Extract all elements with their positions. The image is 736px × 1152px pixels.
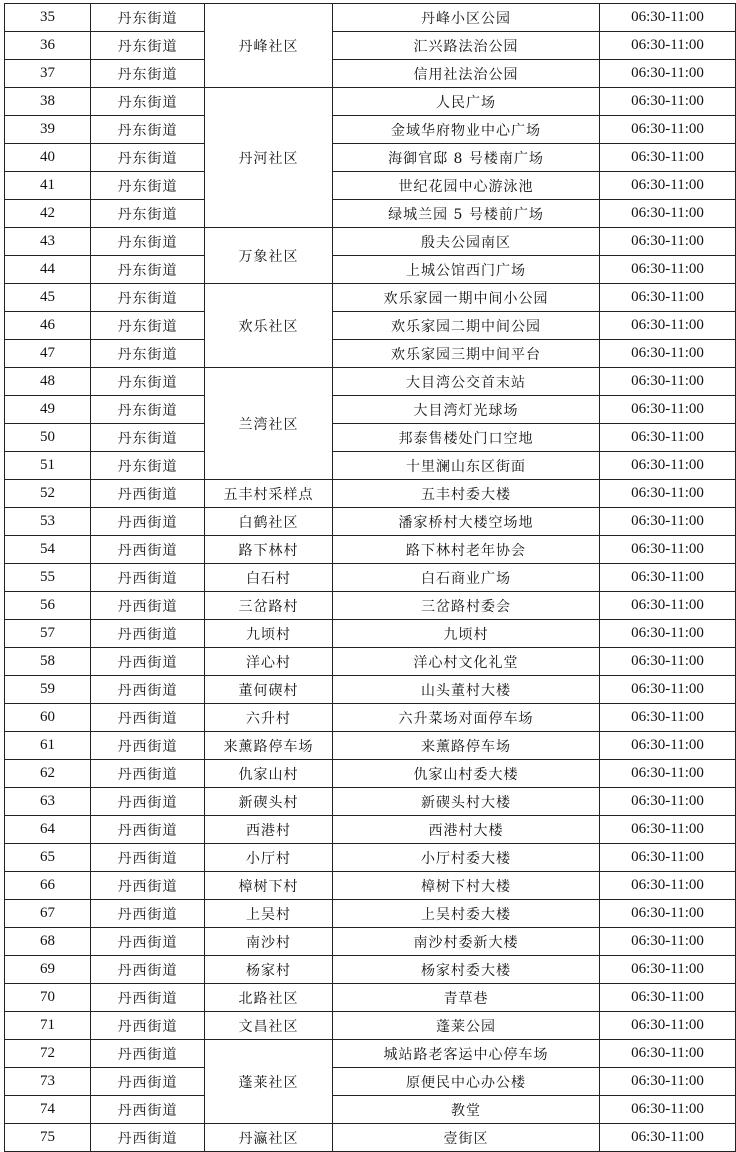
time-cell: 06:30-11:00 xyxy=(600,60,736,88)
time-cell: 06:30-11:00 xyxy=(600,116,736,144)
row-number-cell: 68 xyxy=(5,928,91,956)
table-row xyxy=(5,172,736,200)
time-cell: 06:30-11:00 xyxy=(600,368,736,396)
time-cell: 06:30-11:00 xyxy=(600,284,736,312)
community-cell: 洋心村 xyxy=(205,648,333,676)
street-cell: 丹西街道 xyxy=(91,1040,205,1068)
site-cell: 海御官邸 8 号楼南广场 xyxy=(333,144,600,172)
table-row xyxy=(5,312,736,340)
time-cell: 06:30-11:00 xyxy=(600,564,736,592)
row-number-cell: 45 xyxy=(5,284,91,312)
row-number-cell: 36 xyxy=(5,32,91,60)
site-cell: 新碶头村大楼 xyxy=(333,788,600,816)
table-row xyxy=(5,340,736,368)
table-row xyxy=(5,788,736,816)
site-cell: 丹峰小区公园 xyxy=(333,4,600,32)
site-cell: 南沙村委新大楼 xyxy=(333,928,600,956)
community-cell: 三岔路村 xyxy=(205,592,333,620)
row-number-cell: 43 xyxy=(5,228,91,256)
time-cell: 06:30-11:00 xyxy=(600,228,736,256)
site-cell: 壹街区 xyxy=(333,1124,600,1152)
row-number-cell: 71 xyxy=(5,1012,91,1040)
community-cell: 西港村 xyxy=(205,816,333,844)
street-cell: 丹西街道 xyxy=(91,1068,205,1096)
table-row xyxy=(5,620,736,648)
street-cell: 丹东街道 xyxy=(91,368,205,396)
time-cell: 06:30-11:00 xyxy=(600,256,736,284)
street-cell: 丹西街道 xyxy=(91,872,205,900)
street-cell: 丹西街道 xyxy=(91,564,205,592)
street-cell: 丹西街道 xyxy=(91,844,205,872)
street-cell: 丹东街道 xyxy=(91,4,205,32)
time-cell: 06:30-11:00 xyxy=(600,648,736,676)
time-cell: 06:30-11:00 xyxy=(600,620,736,648)
row-number-cell: 73 xyxy=(5,1068,91,1096)
street-cell: 丹东街道 xyxy=(91,396,205,424)
time-cell: 06:30-11:00 xyxy=(600,732,736,760)
street-cell: 丹西街道 xyxy=(91,592,205,620)
site-cell: 青草巷 xyxy=(333,984,600,1012)
table-row xyxy=(5,928,736,956)
site-cell: 杨家村委大楼 xyxy=(333,956,600,984)
site-cell: 白石商业广场 xyxy=(333,564,600,592)
row-number-cell: 72 xyxy=(5,1040,91,1068)
time-cell: 06:30-11:00 xyxy=(600,1068,736,1096)
street-cell: 丹西街道 xyxy=(91,1096,205,1124)
street-cell: 丹东街道 xyxy=(91,200,205,228)
site-cell: 十里澜山东区街面 xyxy=(333,452,600,480)
table-row xyxy=(5,844,736,872)
time-cell: 06:30-11:00 xyxy=(600,312,736,340)
community-cell: 白石村 xyxy=(205,564,333,592)
site-cell: 城站路老客运中心停车场 xyxy=(333,1040,600,1068)
street-cell: 丹西街道 xyxy=(91,900,205,928)
row-number-cell: 50 xyxy=(5,424,91,452)
site-cell: 大目湾灯光球场 xyxy=(333,396,600,424)
row-number-cell: 67 xyxy=(5,900,91,928)
table-row xyxy=(5,900,736,928)
site-cell: 上城公馆西门广场 xyxy=(333,256,600,284)
time-cell: 06:30-11:00 xyxy=(600,480,736,508)
time-cell: 06:30-11:00 xyxy=(600,928,736,956)
community-cell: 南沙村 xyxy=(205,928,333,956)
time-cell: 06:30-11:00 xyxy=(600,32,736,60)
site-cell: 欢乐家园三期中间平台 xyxy=(333,340,600,368)
time-cell: 06:30-11:00 xyxy=(600,956,736,984)
street-cell: 丹西街道 xyxy=(91,536,205,564)
row-number-cell: 66 xyxy=(5,872,91,900)
site-cell: 山头董村大楼 xyxy=(333,676,600,704)
table-row xyxy=(5,256,736,284)
site-cell: 邦泰售楼处门口空地 xyxy=(333,424,600,452)
time-cell: 06:30-11:00 xyxy=(600,676,736,704)
street-cell: 丹西街道 xyxy=(91,816,205,844)
table-row xyxy=(5,564,736,592)
row-number-cell: 74 xyxy=(5,1096,91,1124)
row-number-cell: 62 xyxy=(5,760,91,788)
site-cell: 路下林村老年协会 xyxy=(333,536,600,564)
table-row xyxy=(5,284,736,312)
street-cell: 丹西街道 xyxy=(91,704,205,732)
street-cell: 丹西街道 xyxy=(91,620,205,648)
table-row xyxy=(5,1096,736,1124)
table-row xyxy=(5,1012,736,1040)
site-cell: 西港村大楼 xyxy=(333,816,600,844)
table-row xyxy=(5,816,736,844)
site-cell: 原便民中心办公楼 xyxy=(333,1068,600,1096)
table-row xyxy=(5,1040,736,1068)
time-cell: 06:30-11:00 xyxy=(600,1124,736,1152)
table-row xyxy=(5,116,736,144)
street-cell: 丹西街道 xyxy=(91,732,205,760)
row-number-cell: 37 xyxy=(5,60,91,88)
site-cell: 信用社法治公园 xyxy=(333,60,600,88)
table-row xyxy=(5,508,736,536)
street-cell: 丹东街道 xyxy=(91,284,205,312)
site-cell: 大目湾公交首末站 xyxy=(333,368,600,396)
table-row xyxy=(5,872,736,900)
community-cell: 蓬莱社区 xyxy=(205,1040,333,1124)
time-cell: 06:30-11:00 xyxy=(600,144,736,172)
time-cell: 06:30-11:00 xyxy=(600,340,736,368)
site-cell: 上吴村委大楼 xyxy=(333,900,600,928)
row-number-cell: 60 xyxy=(5,704,91,732)
table-row xyxy=(5,88,736,116)
table-row xyxy=(5,1068,736,1096)
table-row xyxy=(5,452,736,480)
table-row xyxy=(5,984,736,1012)
time-cell: 06:30-11:00 xyxy=(600,844,736,872)
community-cell: 欢乐社区 xyxy=(205,284,333,368)
street-cell: 丹西街道 xyxy=(91,984,205,1012)
table-row xyxy=(5,760,736,788)
row-number-cell: 70 xyxy=(5,984,91,1012)
table-row xyxy=(5,704,736,732)
row-number-cell: 48 xyxy=(5,368,91,396)
time-cell: 06:30-11:00 xyxy=(600,788,736,816)
street-cell: 丹西街道 xyxy=(91,676,205,704)
time-cell: 06:30-11:00 xyxy=(600,1040,736,1068)
table-row xyxy=(5,1124,736,1152)
community-cell: 万象社区 xyxy=(205,228,333,284)
site-cell: 潘家桥村大楼空场地 xyxy=(333,508,600,536)
street-cell: 丹东街道 xyxy=(91,340,205,368)
row-number-cell: 75 xyxy=(5,1124,91,1152)
time-cell: 06:30-11:00 xyxy=(600,4,736,32)
row-number-cell: 38 xyxy=(5,88,91,116)
time-cell: 06:30-11:00 xyxy=(600,172,736,200)
community-cell: 来薰路停车场 xyxy=(205,732,333,760)
table-row xyxy=(5,424,736,452)
community-cell: 丹峰社区 xyxy=(205,4,333,88)
table-row xyxy=(5,480,736,508)
table-row xyxy=(5,648,736,676)
table-row xyxy=(5,956,736,984)
time-cell: 06:30-11:00 xyxy=(600,508,736,536)
row-number-cell: 42 xyxy=(5,200,91,228)
site-cell: 人民广场 xyxy=(333,88,600,116)
table-row xyxy=(5,32,736,60)
site-cell: 殷夫公园南区 xyxy=(333,228,600,256)
row-number-cell: 53 xyxy=(5,508,91,536)
time-cell: 06:30-11:00 xyxy=(600,900,736,928)
street-cell: 丹西街道 xyxy=(91,648,205,676)
street-cell: 丹西街道 xyxy=(91,1124,205,1152)
row-number-cell: 57 xyxy=(5,620,91,648)
row-number-cell: 46 xyxy=(5,312,91,340)
street-cell: 丹西街道 xyxy=(91,788,205,816)
community-cell: 路下林村 xyxy=(205,536,333,564)
community-cell: 董何碶村 xyxy=(205,676,333,704)
street-cell: 丹东街道 xyxy=(91,312,205,340)
street-cell: 丹东街道 xyxy=(91,144,205,172)
table-row xyxy=(5,144,736,172)
table-body xyxy=(5,4,736,1152)
community-cell: 杨家村 xyxy=(205,956,333,984)
community-cell: 新碶头村 xyxy=(205,788,333,816)
table-row xyxy=(5,732,736,760)
row-number-cell: 40 xyxy=(5,144,91,172)
table-row xyxy=(5,368,736,396)
row-number-cell: 47 xyxy=(5,340,91,368)
site-cell: 汇兴路法治公园 xyxy=(333,32,600,60)
community-cell: 上吴村 xyxy=(205,900,333,928)
table-row xyxy=(5,60,736,88)
time-cell: 06:30-11:00 xyxy=(600,88,736,116)
site-cell: 六升菜场对面停车场 xyxy=(333,704,600,732)
street-cell: 丹东街道 xyxy=(91,88,205,116)
row-number-cell: 41 xyxy=(5,172,91,200)
row-number-cell: 52 xyxy=(5,480,91,508)
table-row xyxy=(5,228,736,256)
site-cell: 欢乐家园一期中间小公园 xyxy=(333,284,600,312)
street-cell: 丹东街道 xyxy=(91,116,205,144)
community-cell: 小厅村 xyxy=(205,844,333,872)
street-cell: 丹西街道 xyxy=(91,1012,205,1040)
community-cell: 北路社区 xyxy=(205,984,333,1012)
site-cell: 金域华府物业中心广场 xyxy=(333,116,600,144)
site-cell: 欢乐家园二期中间公园 xyxy=(333,312,600,340)
time-cell: 06:30-11:00 xyxy=(600,984,736,1012)
street-cell: 丹西街道 xyxy=(91,760,205,788)
row-number-cell: 65 xyxy=(5,844,91,872)
street-cell: 丹西街道 xyxy=(91,480,205,508)
street-cell: 丹东街道 xyxy=(91,60,205,88)
site-cell: 世纪花园中心游泳池 xyxy=(333,172,600,200)
community-cell: 文昌社区 xyxy=(205,1012,333,1040)
table-row xyxy=(5,396,736,424)
site-cell: 教堂 xyxy=(333,1096,600,1124)
site-cell: 来薰路停车场 xyxy=(333,732,600,760)
site-cell: 九顷村 xyxy=(333,620,600,648)
street-cell: 丹东街道 xyxy=(91,256,205,284)
community-cell: 六升村 xyxy=(205,704,333,732)
street-cell: 丹东街道 xyxy=(91,172,205,200)
community-cell: 丹河社区 xyxy=(205,88,333,228)
site-cell: 蓬莱公园 xyxy=(333,1012,600,1040)
community-cell: 九顷村 xyxy=(205,620,333,648)
row-number-cell: 39 xyxy=(5,116,91,144)
time-cell: 06:30-11:00 xyxy=(600,872,736,900)
row-number-cell: 69 xyxy=(5,956,91,984)
community-cell: 兰湾社区 xyxy=(205,368,333,480)
row-number-cell: 35 xyxy=(5,4,91,32)
row-number-cell: 51 xyxy=(5,452,91,480)
time-cell: 06:30-11:00 xyxy=(600,396,736,424)
time-cell: 06:30-11:00 xyxy=(600,200,736,228)
site-cell: 绿城兰园 5 号楼前广场 xyxy=(333,200,600,228)
site-cell: 仇家山村委大楼 xyxy=(333,760,600,788)
time-cell: 06:30-11:00 xyxy=(600,592,736,620)
row-number-cell: 61 xyxy=(5,732,91,760)
time-cell: 06:30-11:00 xyxy=(600,704,736,732)
row-number-cell: 44 xyxy=(5,256,91,284)
street-cell: 丹西街道 xyxy=(91,508,205,536)
row-number-cell: 49 xyxy=(5,396,91,424)
community-cell: 丹瀛社区 xyxy=(205,1124,333,1152)
time-cell: 06:30-11:00 xyxy=(600,816,736,844)
community-cell: 白鹤社区 xyxy=(205,508,333,536)
time-cell: 06:30-11:00 xyxy=(600,1012,736,1040)
site-cell: 五丰村委大楼 xyxy=(333,480,600,508)
community-cell: 仇家山村 xyxy=(205,760,333,788)
site-cell: 小厅村委大楼 xyxy=(333,844,600,872)
row-number-cell: 54 xyxy=(5,536,91,564)
row-number-cell: 63 xyxy=(5,788,91,816)
row-number-cell: 64 xyxy=(5,816,91,844)
street-cell: 丹西街道 xyxy=(91,928,205,956)
row-number-cell: 59 xyxy=(5,676,91,704)
street-cell: 丹东街道 xyxy=(91,32,205,60)
row-number-cell: 56 xyxy=(5,592,91,620)
street-cell: 丹东街道 xyxy=(91,228,205,256)
site-cell: 樟树下村大楼 xyxy=(333,872,600,900)
table-row xyxy=(5,592,736,620)
table-row xyxy=(5,200,736,228)
community-cell: 五丰村采样点 xyxy=(205,480,333,508)
time-cell: 06:30-11:00 xyxy=(600,424,736,452)
time-cell: 06:30-11:00 xyxy=(600,452,736,480)
row-number-cell: 58 xyxy=(5,648,91,676)
street-cell: 丹东街道 xyxy=(91,452,205,480)
community-cell: 樟树下村 xyxy=(205,872,333,900)
row-number-cell: 55 xyxy=(5,564,91,592)
table-row xyxy=(5,676,736,704)
time-cell: 06:30-11:00 xyxy=(600,760,736,788)
time-cell: 06:30-11:00 xyxy=(600,536,736,564)
street-cell: 丹西街道 xyxy=(91,956,205,984)
site-cell: 三岔路村委会 xyxy=(333,592,600,620)
table-row xyxy=(5,4,736,32)
time-cell: 06:30-11:00 xyxy=(600,1096,736,1124)
site-cell: 洋心村文化礼堂 xyxy=(333,648,600,676)
table-row xyxy=(5,536,736,564)
sampling-sites-table xyxy=(4,3,736,1152)
street-cell: 丹东街道 xyxy=(91,424,205,452)
